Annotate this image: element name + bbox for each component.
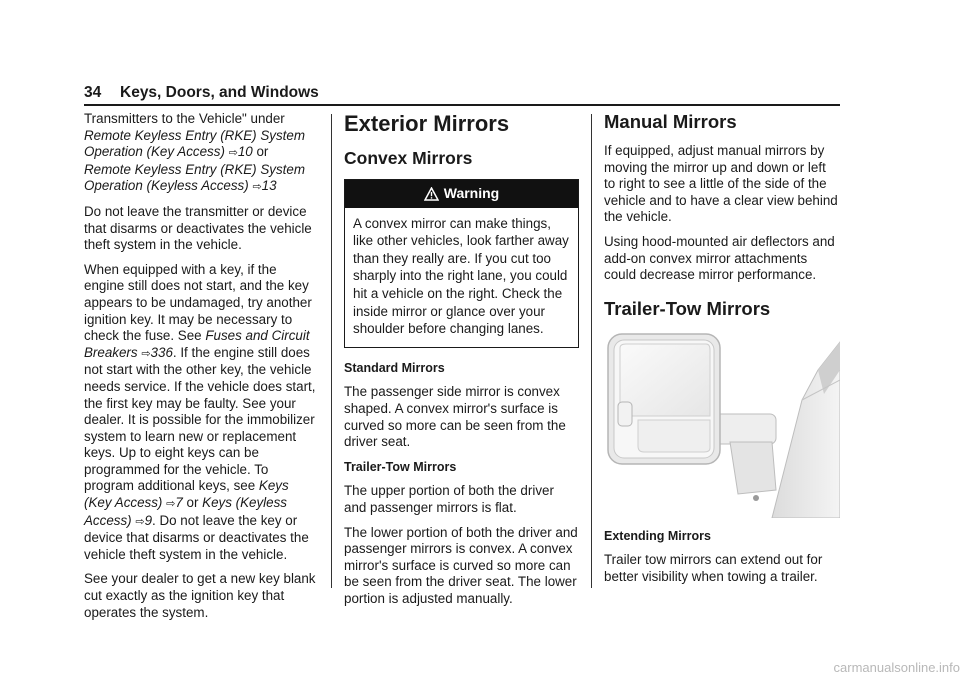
paragraph: The lower portion of both the driver and passenger mirrors is convex. A convex mirror's surface is curved so more can be seen from the driver seat. The lower portion is adjusted manually.	[344, 524, 578, 606]
page-ref[interactable]: 9	[144, 512, 153, 528]
paragraph: Using hood-mounted air deflectors and add-on convex mirror attachments could decrease mirror performance.	[604, 233, 835, 283]
trailer-tow-mirror-illustration	[604, 330, 840, 518]
column-right	[604, 111, 840, 594]
heading-trailer-tow-mirrors: Trailer-Tow Mirrors	[604, 297, 771, 319]
page-ref-arrow-icon: ⇨	[141, 347, 151, 360]
paragraph: If equipped, adjust manual mirrors by moving the mirror up and down or left to right to see a little of the side of the vehicle and to have a clear view behind the vehicle.	[604, 143, 838, 225]
paragraph: The upper portion of both the driver and passenger mirrors is flat.	[344, 483, 554, 515]
warning-label: Warning	[443, 185, 500, 201]
column-left	[84, 111, 319, 629]
page-ref[interactable]: 7	[175, 495, 183, 511]
heading-manual-mirrors: Manual Mirrors	[604, 111, 737, 132]
page-ref-arrow-icon: ⇨	[166, 498, 176, 511]
warning-header	[345, 180, 578, 208]
page-ref-arrow-icon: ⇨	[228, 147, 238, 160]
watermark: carmanualsonline.info	[833, 660, 960, 675]
warning-icon	[424, 187, 439, 201]
column-middle	[344, 111, 579, 615]
cross-reference-link[interactable]: Keys (Key Access)	[84, 478, 289, 511]
cross-reference-link[interactable]: Fuses and Circuit Breakers	[84, 328, 310, 360]
paragraph: Do not leave the transmitter or device that disarms or deactivates the vehicle theft system in the vehicle.	[84, 203, 312, 253]
cross-reference-link[interactable]: Keys (Keyless Access)	[84, 495, 287, 528]
paragraph: Trailer tow mirrors can extend out for better visibility when towing a trailer.	[604, 552, 823, 584]
column-divider	[331, 114, 332, 588]
page-ref-arrow-icon: ⇨	[252, 181, 262, 194]
page-ref-arrow-icon: ⇨	[135, 515, 145, 528]
subheading-extending-mirrors: Extending Mirrors	[604, 528, 711, 543]
heading-convex-mirrors: Convex Mirrors	[344, 148, 473, 168]
page-number: 34	[84, 84, 102, 101]
cross-reference-link[interactable]: Remote Keyless Entry (RKE) System Operation (Keyless Access)	[84, 161, 306, 194]
column-divider	[591, 114, 592, 588]
heading-exterior-mirrors: Exterior Mirrors	[344, 111, 510, 136]
paragraph: Transmitters to the Vehicle" under Remote Keyless Entry (RKE) System Operation (Key Access) ⇨10 or Remote Keyless Entry (RKE) System Operation (Keyless Access) ⇨13	[84, 111, 306, 194]
paragraph: The passenger side mirror is convex shaped. A convex mirror's surface is curved so more can be seen from the driver seat.	[344, 384, 566, 450]
section-title: Keys, Doors, and Windows	[120, 84, 319, 101]
page-header	[84, 84, 840, 104]
subheading-standard-mirrors: Standard Mirrors	[344, 360, 445, 375]
header-rule	[84, 104, 840, 106]
paragraph: When equipped with a key, if the engine still does not start, and the key appears to be undamaged, try another ignition key. It may be necessary to check the fuse. See Fuses and Circuit Breakers ⇨336. If the engine still does not start with the other key, the vehicle needs service. If the vehicle does start, the first key may be faulty. See your dealer. It is possible for the immobilizer system to learn new or replacement keys. Up to eight keys can be programmed for the vehicle. To program additional keys, see Keys (Key Access) ⇨7 or Keys (Keyless Access) ⇨9. Do not leave the key or device that disarms or deactivates the vehicle theft system in the vehicle.	[84, 261, 316, 562]
warning-text: A convex mirror can make things, like other vehicles, look farther away than they really are. If you cut too sharply into the right lane, you could hit a vehicle on the right. Check the inside mirror or glance over your shoulder before changing lanes.	[353, 215, 569, 337]
page-ref[interactable]: 336	[150, 344, 173, 360]
page-ref[interactable]: 10	[237, 144, 253, 160]
cross-reference-link[interactable]: Remote Keyless Entry (RKE) System Operation (Key Access)	[84, 127, 306, 160]
page-ref[interactable]: 13	[261, 178, 277, 194]
subheading-trailer-tow-mirrors: Trailer-Tow Mirrors	[344, 459, 457, 474]
warning-box	[344, 179, 579, 348]
paragraph: See your dealer to get a new key blank cut exactly as the ignition key that operates the system.	[84, 571, 316, 620]
